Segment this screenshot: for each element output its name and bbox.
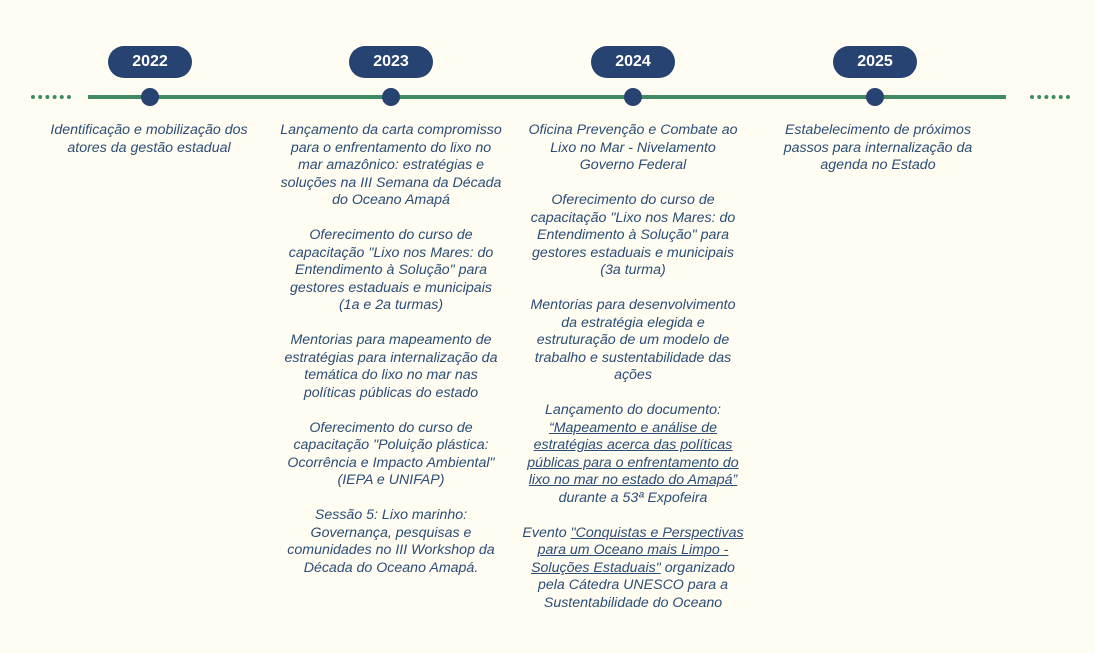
milestone-text: Lançamento da carta compromisso para o enfrentamento do lixo no mar amazônico: estratégias e soluções na III Semana da Década do Oceano Amapá — [280, 122, 502, 208]
milestone-text: Mentorias para mapeamento de estratégias para internalização da temática do lixo no mar nas políticas públicas do estado — [284, 332, 498, 401]
milestone-text: Oficina Prevenção e Combate ao Lixo no Mar - Nivelamento Governo Federal — [528, 122, 738, 173]
document-link[interactable]: “Mapeamento e análise de estratégias acerca das políticas públicas para o enfrentamento do lixo no mar no estado do Amapá” — [527, 419, 739, 488]
milestones-2025 — [765, 122, 991, 192]
milestone-text-suffix: organizado pela Cátedra UNESCO para a Sustentabilidade do Oceano — [537, 559, 735, 611]
timeline-node-2023 — [382, 88, 400, 106]
milestone-text: Oferecimento do curso de capacitação "Poluição plástica: Ocorrência e Impacto Ambiental" (IEPA e UNIFAP) — [287, 419, 495, 488]
timeline-node-2022 — [141, 88, 159, 106]
milestone-text: Oferecimento do curso de capacitação "Lixo nos Mares: do Entendimento à Solução" para gestores estaduais e municipais (3a turma) — [530, 192, 736, 278]
milestone-text — [522, 525, 744, 613]
milestone-text-prefix: Lançamento do documento: — [545, 402, 721, 418]
milestone-text: Estabelecimento de próximos passos para internalização da agenda no Estado — [783, 122, 973, 173]
timeline-dots-left — [31, 95, 71, 99]
event-link[interactable]: "Conquistas e Perspectivas para um Oceano mais Limpo - Soluções Estaduais" — [531, 524, 744, 576]
year-badge-2025: 2025 — [833, 46, 917, 78]
milestone-text-prefix: Evento — [522, 524, 567, 541]
year-badge-2022: 2022 — [108, 46, 192, 78]
milestone-text — [522, 402, 744, 507]
year-badge-2024: 2024 — [591, 46, 675, 78]
timeline-node-2025 — [866, 88, 884, 106]
milestones-2024 — [522, 122, 744, 630]
milestone-text-suffix: durante a 53ª Expofeira — [558, 489, 708, 506]
year-badge-2023: 2023 — [349, 46, 433, 78]
milestone-text: Mentorias para desenvolvimento da estratégia elegida e estruturação de um modelo de trabalho e sustentabilidade das ações — [530, 297, 736, 383]
milestone-text: Sessão 5: Lixo marinho: Governança, pesquisas e comunidades no III Workshop da Década do Oceano Amapá. — [287, 507, 495, 576]
milestones-2022 — [49, 122, 249, 175]
timeline-node-2024 — [624, 88, 642, 106]
milestone-text: Identificação e mobilização dos atores da gestão estadual — [50, 122, 248, 156]
milestone-text: Oferecimento do curso de capacitação "Lixo nos Mares: do Entendimento à Solução" para gestores estaduais e municipais (1a e 2a turmas) — [288, 227, 494, 313]
timeline-dots-right — [1030, 95, 1070, 99]
milestones-2023 — [280, 122, 502, 595]
